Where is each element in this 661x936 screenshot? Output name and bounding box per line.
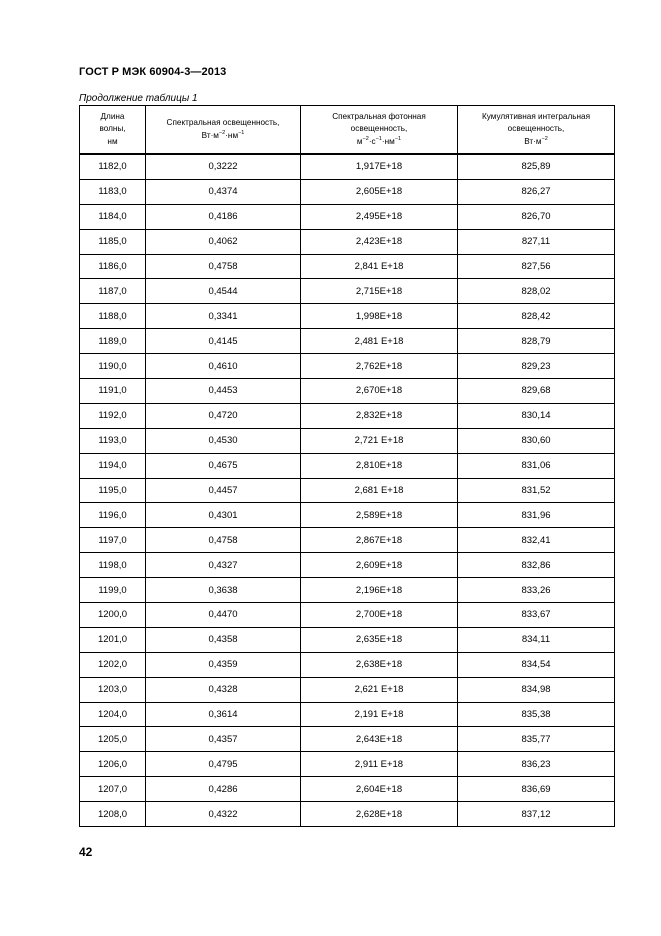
photon-irradiance-cell: 2,721 E+18	[301, 428, 458, 453]
header-wavelength-line1: Длина	[100, 111, 125, 121]
wavelength-cell: 1206,0	[80, 752, 146, 777]
wavelength-cell: 1186,0	[80, 254, 146, 279]
wavelength-cell: 1198,0	[80, 553, 146, 578]
spectral-irradiance-cell: 0,4359	[146, 652, 301, 677]
wavelength-cell: 1205,0	[80, 727, 146, 752]
photon-irradiance-cell: 2,681 E+18	[301, 478, 458, 503]
header-photon-irradiance	[301, 106, 458, 155]
wavelength-cell: 1185,0	[80, 229, 146, 254]
table-row	[80, 752, 615, 777]
table-row	[80, 528, 615, 553]
spectral-irradiance-cell: 0,3222	[146, 154, 301, 179]
cumulative-irradiance-cell: 835,38	[458, 702, 615, 727]
spectral-irradiance-cell: 0,4301	[146, 503, 301, 528]
spectral-irradiance-cell: 0,3638	[146, 578, 301, 603]
wavelength-cell: 1200,0	[80, 603, 146, 628]
spectral-irradiance-cell: 0,4374	[146, 179, 301, 204]
wavelength-cell: 1207,0	[80, 777, 146, 802]
table-row	[80, 379, 615, 404]
wavelength-cell: 1192,0	[80, 403, 146, 428]
wavelength-cell: 1183,0	[80, 179, 146, 204]
wavelength-cell: 1182,0	[80, 154, 146, 179]
header-wavelength-line2: волны,	[99, 124, 126, 134]
table-row	[80, 702, 615, 727]
cumulative-irradiance-cell: 831,52	[458, 478, 615, 503]
photon-irradiance-cell: 2,715E+18	[301, 279, 458, 304]
photon-irradiance-cell: 2,481 E+18	[301, 329, 458, 354]
cumulative-irradiance-cell: 828,79	[458, 329, 615, 354]
cumulative-irradiance-cell: 832,41	[458, 528, 615, 553]
cumulative-irradiance-cell: 836,69	[458, 777, 615, 802]
photon-irradiance-cell: 2,810E+18	[301, 453, 458, 478]
photon-irradiance-cell: 2,670E+18	[301, 379, 458, 404]
table-header-row	[80, 106, 615, 155]
table-row	[80, 403, 615, 428]
cumulative-irradiance-cell: 829,23	[458, 354, 615, 379]
cumulative-irradiance-cell: 828,42	[458, 304, 615, 329]
wavelength-cell: 1188,0	[80, 304, 146, 329]
wavelength-cell: 1203,0	[80, 677, 146, 702]
cumulative-irradiance-cell: 826,27	[458, 179, 615, 204]
spectral-irradiance-cell: 0,4795	[146, 752, 301, 777]
photon-irradiance-cell: 2,605E+18	[301, 179, 458, 204]
table-body	[80, 154, 615, 827]
spectral-irradiance-cell: 0,4675	[146, 453, 301, 478]
header-unit-part: ·нм	[225, 130, 239, 140]
spectral-irradiance-cell: 0,4145	[146, 329, 301, 354]
table-row	[80, 578, 615, 603]
header-unit-exponent: −2	[218, 129, 226, 136]
cumulative-irradiance-cell: 830,60	[458, 428, 615, 453]
spectral-irradiance-cell: 0,3614	[146, 702, 301, 727]
table-row	[80, 229, 615, 254]
wavelength-cell: 1201,0	[80, 627, 146, 652]
spectral-irradiance-cell: 0,4286	[146, 777, 301, 802]
header-photon-irradiance-line2: освещенность,	[350, 124, 408, 134]
wavelength-cell: 1194,0	[80, 453, 146, 478]
spectral-irradiance-cell: 0,4357	[146, 727, 301, 752]
spectral-irradiance-cell: 0,4328	[146, 677, 301, 702]
wavelength-cell: 1190,0	[80, 354, 146, 379]
photon-irradiance-cell: 2,604E+18	[301, 777, 458, 802]
table-row	[80, 802, 615, 827]
header-cumulative-line2: освещенность,	[507, 124, 565, 134]
table-row	[80, 304, 615, 329]
photon-irradiance-cell: 1,998E+18	[301, 304, 458, 329]
table-caption: Продолжение таблицы 1	[79, 93, 198, 104]
photon-irradiance-cell: 2,643E+18	[301, 727, 458, 752]
table-row	[80, 204, 615, 229]
wavelength-cell: 1204,0	[80, 702, 146, 727]
spectral-irradiance-cell: 0,4758	[146, 528, 301, 553]
header-unit-part: ·с	[368, 136, 376, 146]
wavelength-cell: 1191,0	[80, 379, 146, 404]
photon-irradiance-cell: 2,635E+18	[301, 627, 458, 652]
header-cumulative-irradiance	[458, 106, 615, 155]
table-row	[80, 428, 615, 453]
header-unit-exponent: −2	[362, 135, 369, 142]
table-row	[80, 553, 615, 578]
header-cumulative-line1: Кумулятивная интегральная	[481, 111, 591, 121]
cumulative-irradiance-cell: 834,11	[458, 627, 615, 652]
photon-irradiance-cell: 2,867E+18	[301, 528, 458, 553]
cumulative-irradiance-cell: 834,98	[458, 677, 615, 702]
header-wavelength	[80, 106, 146, 155]
cumulative-irradiance-cell: 832,86	[458, 553, 615, 578]
table-row	[80, 453, 615, 478]
header-unit-exponent: −1	[238, 129, 245, 136]
wavelength-cell: 1197,0	[80, 528, 146, 553]
table-row	[80, 503, 615, 528]
spectral-irradiance-cell: 0,4470	[146, 603, 301, 628]
cumulative-irradiance-cell: 830,14	[458, 403, 615, 428]
photon-irradiance-cell: 2,589E+18	[301, 503, 458, 528]
spectral-irradiance-cell: 0,4358	[146, 627, 301, 652]
cumulative-irradiance-cell: 833,67	[458, 603, 615, 628]
table-row	[80, 652, 615, 677]
spectral-irradiance-cell: 0,4327	[146, 553, 301, 578]
photon-irradiance-cell: 2,495E+18	[301, 204, 458, 229]
photon-irradiance-cell: 2,841 E+18	[301, 254, 458, 279]
photon-irradiance-cell: 2,638E+18	[301, 652, 458, 677]
cumulative-irradiance-cell: 831,06	[458, 453, 615, 478]
header-unit-part: Вт·м	[524, 136, 542, 146]
table-row	[80, 777, 615, 802]
header-spectral-irradiance-line1: Спектральная освещенность,	[166, 118, 280, 127]
header-unit-part: м	[356, 136, 363, 146]
cumulative-irradiance-cell: 829,68	[458, 379, 615, 404]
header-spectral-irradiance	[146, 106, 301, 155]
table-row	[80, 627, 615, 652]
cumulative-irradiance-cell: 833,26	[458, 578, 615, 603]
wavelength-cell: 1202,0	[80, 652, 146, 677]
cumulative-irradiance-cell: 825,89	[458, 154, 615, 179]
wavelength-cell: 1199,0	[80, 578, 146, 603]
header-unit-exponent: −2	[541, 135, 548, 142]
spectral-irradiance-cell: 0,4186	[146, 204, 301, 229]
spectral-irradiance-cell: 0,4544	[146, 279, 301, 304]
photon-irradiance-cell: 2,700E+18	[301, 603, 458, 628]
cumulative-irradiance-cell: 828,02	[458, 279, 615, 304]
photon-irradiance-cell: 2,609E+18	[301, 553, 458, 578]
photon-irradiance-cell: 1,917E+18	[301, 154, 458, 179]
table-row	[80, 329, 615, 354]
spectral-irradiance-cell: 0,4453	[146, 379, 301, 404]
cumulative-irradiance-cell: 836,23	[458, 752, 615, 777]
cumulative-irradiance-cell: 835,77	[458, 727, 615, 752]
header-unit-part: ·нм	[381, 136, 395, 146]
page-number: 42	[79, 845, 93, 859]
spectral-irradiance-cell: 0,3341	[146, 304, 301, 329]
photon-irradiance-cell: 2,423E+18	[301, 229, 458, 254]
spectral-irradiance-cell: 0,4062	[146, 229, 301, 254]
wavelength-cell: 1196,0	[80, 503, 146, 528]
table-row	[80, 478, 615, 503]
cumulative-irradiance-cell: 826,70	[458, 204, 615, 229]
table-row	[80, 677, 615, 702]
photon-irradiance-cell: 2,621 E+18	[301, 677, 458, 702]
document-title: ГОСТ Р МЭК 60904-3—2013	[79, 66, 227, 78]
header-unit-exponent: −1	[375, 135, 382, 142]
table-row	[80, 154, 615, 179]
table-row	[80, 603, 615, 628]
spectral-irradiance-cell: 0,4530	[146, 428, 301, 453]
spectral-irradiance-cell: 0,4457	[146, 478, 301, 503]
cumulative-irradiance-cell: 827,11	[458, 229, 615, 254]
wavelength-cell: 1208,0	[80, 802, 146, 827]
spectral-irradiance-cell: 0,4322	[146, 802, 301, 827]
photon-irradiance-cell: 2,191 E+18	[301, 702, 458, 727]
header-photon-irradiance-line1: Спектральная фотонная	[332, 111, 426, 121]
photon-irradiance-cell: 2,628E+18	[301, 802, 458, 827]
table-row	[80, 254, 615, 279]
photon-irradiance-cell: 2,762E+18	[301, 354, 458, 379]
wavelength-cell: 1193,0	[80, 428, 146, 453]
cumulative-irradiance-cell: 831,96	[458, 503, 615, 528]
photon-irradiance-cell: 2,196E+18	[301, 578, 458, 603]
header-wavelength-line3: нм	[107, 136, 118, 146]
header-unit-part: Вт·м	[201, 130, 219, 140]
wavelength-cell: 1195,0	[80, 478, 146, 503]
wavelength-cell: 1187,0	[80, 279, 146, 304]
spectral-data-table	[79, 105, 615, 827]
wavelength-cell: 1189,0	[80, 329, 146, 354]
table-row	[80, 727, 615, 752]
table-row	[80, 279, 615, 304]
header-unit-exponent: −1	[394, 135, 402, 142]
cumulative-irradiance-cell: 834,54	[458, 652, 615, 677]
photon-irradiance-cell: 2,832E+18	[301, 403, 458, 428]
spectral-irradiance-cell: 0,4610	[146, 354, 301, 379]
cumulative-irradiance-cell: 827,56	[458, 254, 615, 279]
spectral-irradiance-cell: 0,4758	[146, 254, 301, 279]
spectral-irradiance-cell: 0,4720	[146, 403, 301, 428]
photon-irradiance-cell: 2,911 E+18	[301, 752, 458, 777]
cumulative-irradiance-cell: 837,12	[458, 802, 615, 827]
table-row	[80, 354, 615, 379]
table-row	[80, 179, 615, 204]
wavelength-cell: 1184,0	[80, 204, 146, 229]
